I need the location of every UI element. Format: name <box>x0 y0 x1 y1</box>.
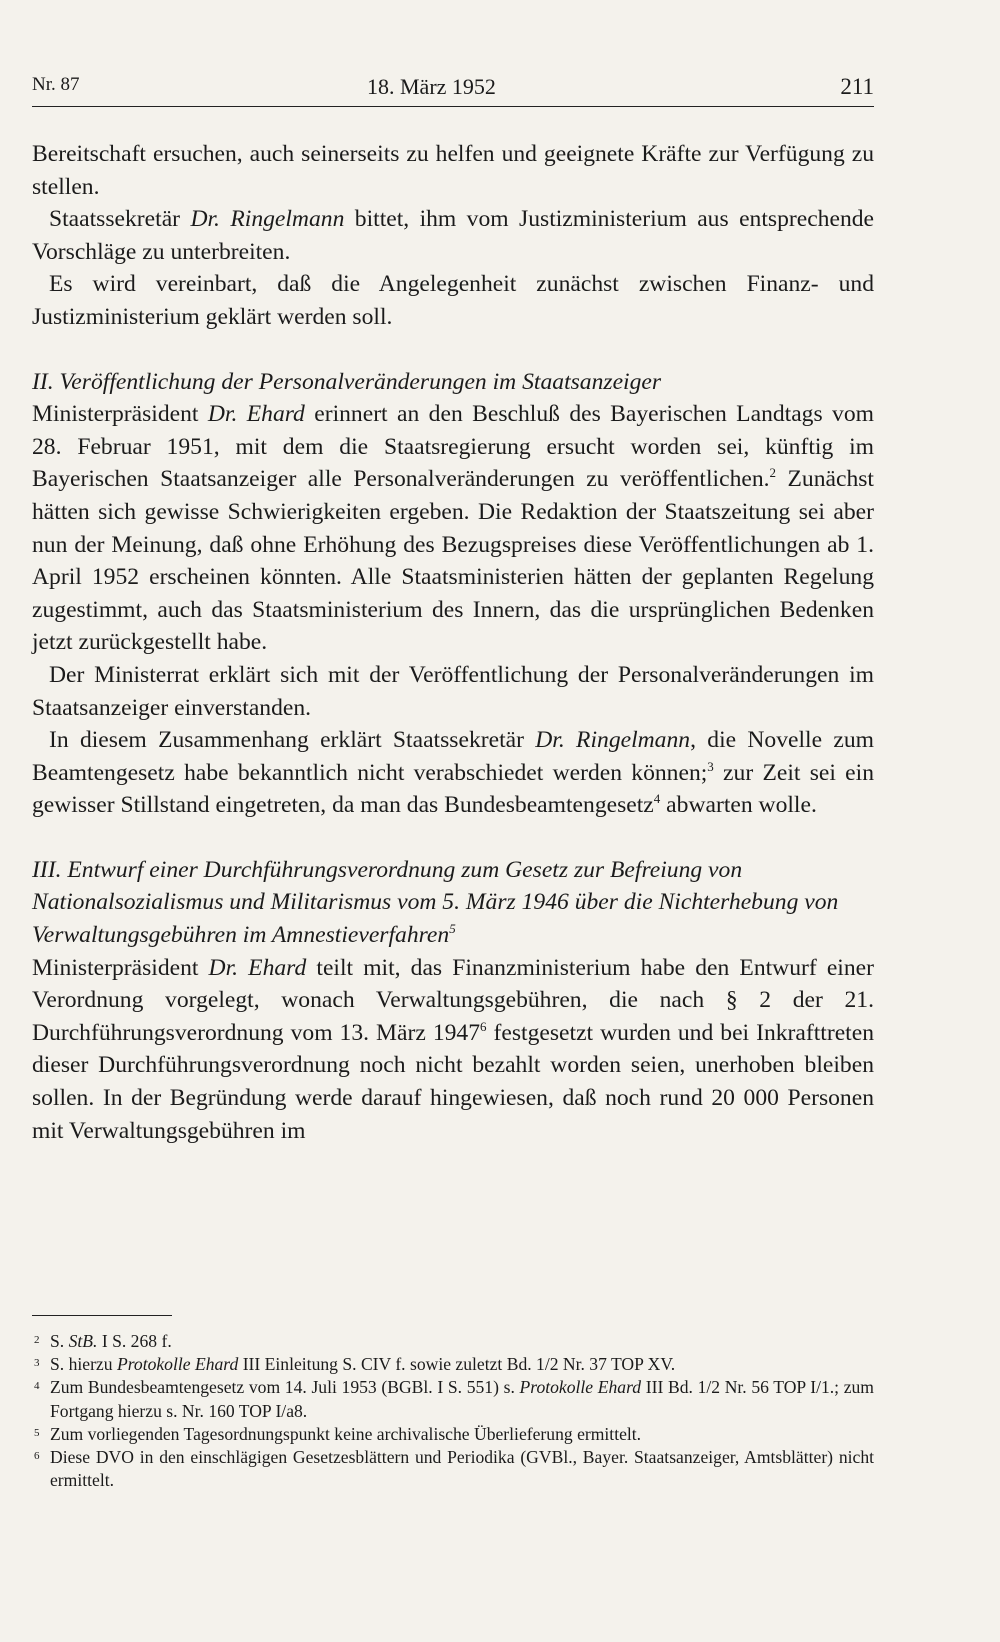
footnote-text: Diese DVO in den einschlägigen Gesetzesblättern und Periodika (GVBl., Bayer. Staatsanzeiger, Amtsblätter) nicht ermittelt. <box>50 1447 874 1491</box>
footnote <box>32 1446 874 1492</box>
footnote <box>32 1330 874 1353</box>
citation-title: Protokolle Ehard <box>519 1377 642 1398</box>
footnote-number: 6 <box>34 1450 40 1463</box>
footnote-text: I S. 268 f. <box>97 1331 172 1351</box>
footnote-number: 5 <box>34 1426 40 1439</box>
text-run: , die Novelle zum Beamtengesetz habe bekanntlich nicht verabschiedet werden können; <box>32 727 874 786</box>
text-run: Ministerpräsident <box>32 954 209 981</box>
paragraph: Der Ministerrat erklärt sich mit der Veröffentlichung der Personalveränderungen im Staatsanzeiger einverstanden. <box>32 661 874 721</box>
running-header <box>32 70 874 107</box>
text-run: erinnert an den Beschluß des Bayerischen Landtags vom 28. Februar 1951, mit dem die Staatsregierung ersucht worden sei, künftig im Bayerischen Staatsanzeiger alle Personalveränderungen zu veröffentlichen. <box>32 401 875 493</box>
section-heading: II. Veröffentlichung der Personalveränderungen im Staatsanzeiger <box>32 368 662 395</box>
footnote-text: S. <box>50 1331 69 1351</box>
footnote-text: Zum vorliegenden Tagesordnungspunkt keine archivalische Überlieferung ermittelt. <box>50 1423 642 1444</box>
footnote-ref: 3 <box>707 758 714 774</box>
text-run: zur Zeit sei ein gewisser Stillstand eingetreten, da man das Bundesbeamtengesetz <box>32 759 874 819</box>
footnote <box>32 1376 874 1422</box>
footnote-text: S. hierzu <box>50 1354 117 1375</box>
person-name: Dr. Ehard <box>207 401 305 428</box>
footnote-divider <box>32 1315 172 1316</box>
footnote-ref: 6 <box>480 1018 487 1034</box>
footnote-text: Zum Bundesbeamtengesetz vom 14. Juli 1953 (BGBl. I S. 551) s. <box>50 1377 520 1398</box>
text-run: In diesem Zusammenhang erklärt Staatssekretär <box>49 727 536 754</box>
footnote-ref: 2 <box>769 465 777 481</box>
paragraph <box>32 952 874 1148</box>
paragraph <box>32 203 874 268</box>
citation-title: Protokolle Ehard <box>116 1354 239 1375</box>
footnote-number: 2 <box>34 1334 40 1346</box>
footnote-number: 4 <box>34 1380 40 1393</box>
footnote-text: III Einleitung S. CIV f. sowie zuletzt Bd. 1/2 Nr. 37 TOP XV. <box>238 1354 676 1375</box>
text-run: Staatssekretär <box>49 206 191 233</box>
paragraph <box>32 398 874 659</box>
footnote-ref: 4 <box>653 791 661 807</box>
footnote <box>32 1423 874 1446</box>
footnotes <box>32 1330 874 1492</box>
person-name: Dr. Ehard <box>208 954 307 981</box>
text-run: festgesetzt wurden und bei Inkrafttreten dieser Durchführungsverordnung noch nicht bezahlt worden seien, unerhoben bleiben sollen. In der Begründung werde darauf hingewiesen, daß noch rund 20 000 Personen mit Verwaltungsgebühren im <box>32 1019 874 1144</box>
header-date: 18. März 1952 <box>367 74 496 99</box>
footnote-text: III Bd. 1/2 Nr. 56 TOP I/1.; zum Fortgang hierzu s. Nr. 160 TOP I/a8. <box>50 1377 874 1421</box>
section-heading <box>32 854 874 952</box>
text-run: Zunächst hätten sich gewisse Schwierigkeiten ergeben. Die Redaktion der Staatszeitung sei aber nun der Meinung, daß ohne Erhöhung des Bezugspreises diese Veröffentlichungen ab 1. April 1952 erscheinen könnten. Alle Staatsministerien hätten der geplanten Regelung zugestimmt, auch das Staatsministerium des Innern, das die ursprünglichen Bedenken jetzt zurückgestellt habe. <box>32 466 874 656</box>
text-run: Ministerpräsident <box>32 401 208 428</box>
citation-title: StB. <box>68 1331 98 1351</box>
text-run: bittet, ihm vom Justizministerium aus entsprechende Vorschläge zu unterbreiten. <box>32 206 875 265</box>
person-name: Dr. Ringelmann <box>535 727 691 754</box>
issue-number: Nr. 87 <box>32 74 80 95</box>
text-run: teilt mit, das Finanzministerium habe den Entwurf einer Verordnung vorgelegt, wonach Verwaltungsgebühren, die nach § 2 der 21. Durchführungsverordnung vom 13. März 1947 <box>32 954 874 1046</box>
heading-text: III. Entwurf einer Durchführungsverordnung zum Gesetz zur Befreiung von Nationalsozialismus und Militarismus vom 5. März 1946 über die Nichterhebung von Verwaltungsgebühren im Amnestieverfahren <box>32 856 839 949</box>
footnote-number: 3 <box>34 1357 40 1370</box>
footnote-ref: 5 <box>449 921 456 937</box>
paragraph <box>32 724 874 822</box>
paragraph: Es wird vereinbart, daß die Angelegenheit zunächst zwischen Finanz- und Justizministerium geklärt werden soll. <box>32 271 874 330</box>
text-run: abwarten wolle. <box>660 792 817 819</box>
footnote <box>32 1353 874 1376</box>
main-text <box>32 138 874 1147</box>
page-number: 211 <box>840 74 874 99</box>
person-name: Dr. Ringelmann <box>190 206 345 233</box>
paragraph: Bereitschaft ersuchen, auch seinerseits zu helfen und geeignete Kräfte zur Verfügung zu stellen. <box>32 141 874 200</box>
